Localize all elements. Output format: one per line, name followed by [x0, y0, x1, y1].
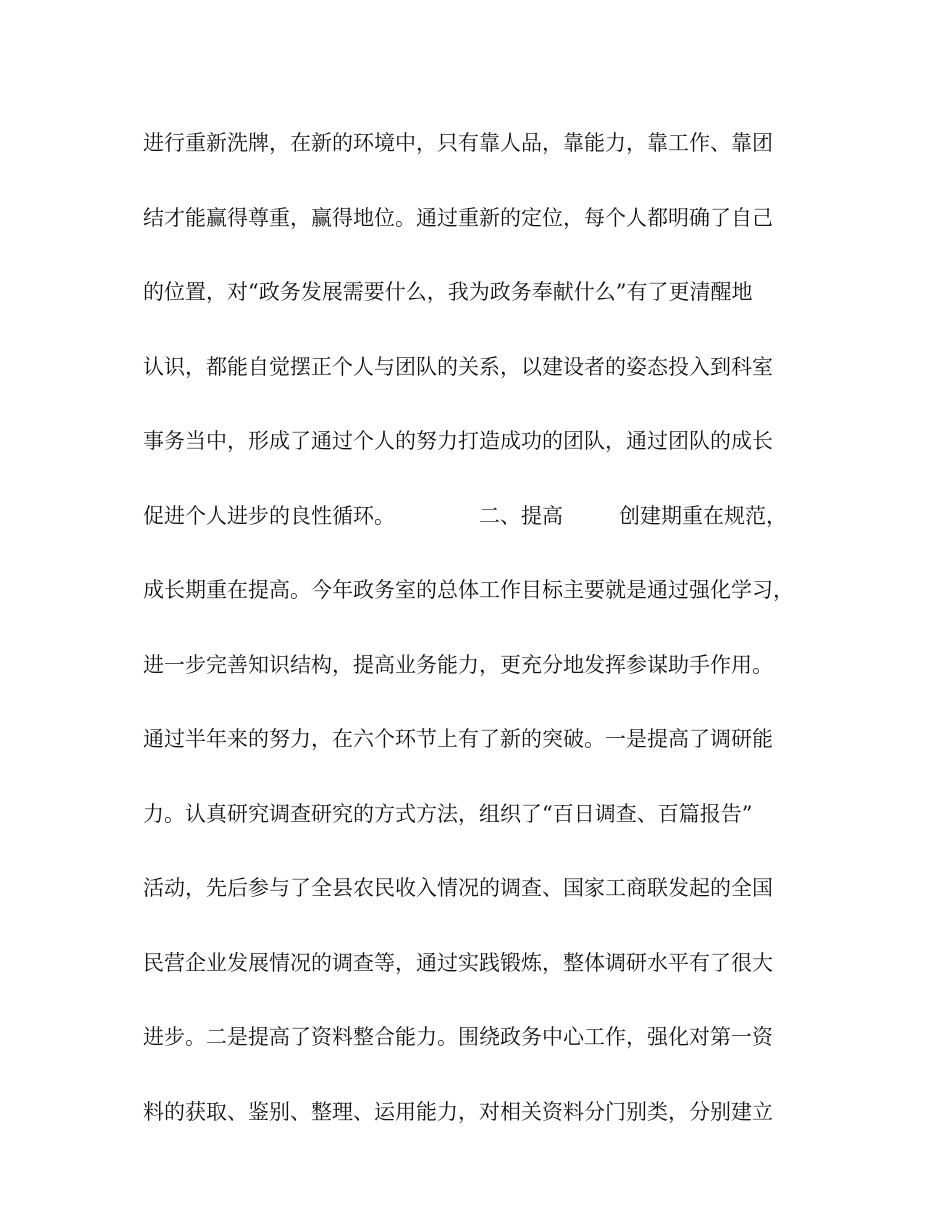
- text-line: 的位置，对“政务发展需要什么，我为政务奉献什么”有了更清醒地: [143, 280, 753, 304]
- text-line: 进一步完善知识结构，提高业务能力，更充分地发挥参谋助手作用。: [143, 652, 773, 677]
- text-line: 活动，先后参与了全县农民收入情况的调查、国家工商联发起的全国: [143, 876, 773, 900]
- text-line: 进行重新洗牌，在新的环境中，只有靠人品，靠能力，靠工作、靠团: [143, 131, 773, 155]
- text-line: 通过半年来的努力，在六个环节上有了新的突破。一是提高了调研能: [143, 727, 773, 751]
- text-line-with-heading: [143, 493, 813, 568]
- text-line: 进步。二是提高了资料整合能力。围绕政务中心工作，强化对第一资: [143, 1025, 773, 1049]
- paragraph-start: 创建期重在规范，: [619, 503, 787, 528]
- paragraph-end: 促进个人进步的良性循环。: [143, 503, 395, 528]
- section-heading: 二、提高: [479, 503, 563, 528]
- text-line: 结才能赢得尊重，赢得地位。通过重新的定位，每个人都明确了自己: [143, 205, 773, 230]
- text-line: 民营企业发展情况的调查等，通过实践锻炼，整体调研水平有了很大: [143, 950, 773, 975]
- body-text: [143, 120, 813, 1163]
- text-line: 料的获取、鉴别、整理、运用能力，对相关资料分门别类，分别建立: [143, 1099, 773, 1124]
- text-line: 成长期重在提高。今年政务室的总体工作目标主要就是通过强化学习，: [143, 578, 794, 602]
- text-line: 事务当中，形成了通过个人的努力打造成功的团队，通过团队的成长: [143, 429, 773, 453]
- text-line: 认识，都能自觉摆正个人与团队的关系，以建设者的姿态投入到科室: [143, 354, 773, 379]
- text-line: 力。认真研究调查研究的方式方法，组织了“百日调查、百篇报告”: [143, 801, 753, 826]
